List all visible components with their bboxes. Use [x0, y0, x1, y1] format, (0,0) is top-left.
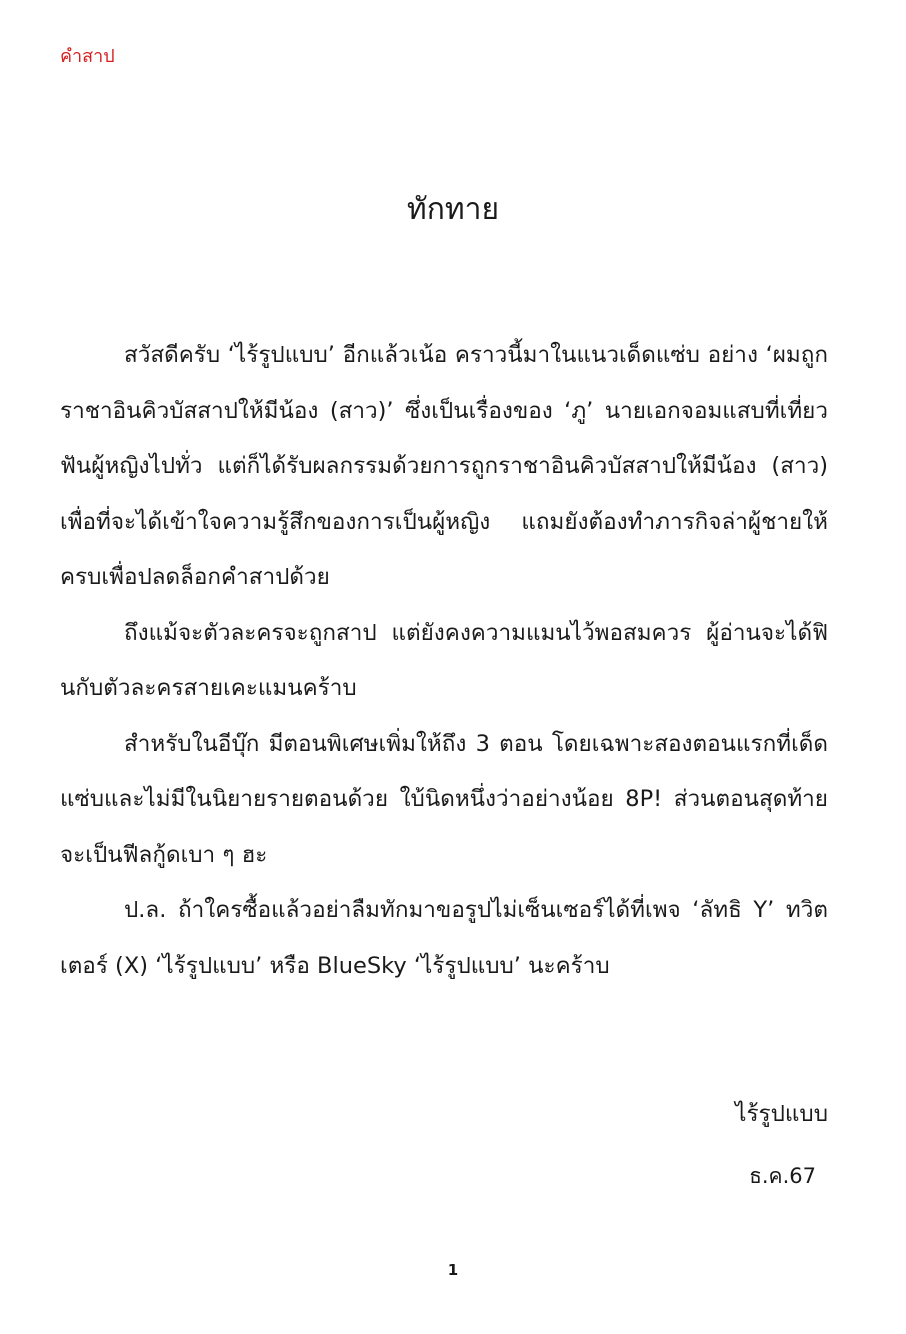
page-title: ทักทาย — [406, 192, 500, 227]
signature-date: ธ.ค.67 — [749, 1164, 816, 1188]
paragraph-ebook: สำหรับในอีบุ๊ก มีตอนพิเศษเพิ่มให้ถึง 3 ตอน โดยเฉพาะสองตอนแรกที่เด็ดแซ่บและไม่มีในนิยายรายตอนด้วย ใบ้นิดหนึ่งว่าอย่างน้อย 8P! ส่วนตอนสุดท้ายจะเป็นฟีลกู้ดเบา ๆ ฮะ — [60, 730, 828, 868]
page-number: 1 — [447, 1261, 459, 1279]
author-signature: ไร้รูปแบบ — [735, 1101, 828, 1127]
paragraph-intro: สวัสดีครับ ‘ไร้รูปแบบ’ อีกแล้วเน้อ คราวนี้มาในแนวเด็ดแซ่บ อย่าง ‘ผมถูกราชาอินคิวบัสสาปให้มีน้อง (สาว)’ ซึ่งเป็นเรื่องของ ‘ภู’ นายเอกจอมแสบที่เที่ยวฟันผู้หญิงไปทั่ว แต่ก็ได้รับผลกรรมด้วยการถูกราชาอินคิวบัสสาปให้มีน้อง (สาว) เพื่อที่จะได้เข้าใจความรู้สึกของการเป็นผู้หญิง แถมยังต้องทำภารกิจล่าผู้ชายให้ครบเพื่อปลดล็อกคำสาปด้วย — [60, 342, 828, 590]
body-text — [60, 328, 828, 994]
paragraph-postscript: ป.ล. ถ้าใครซื้อแล้วอย่าลืมทักมาขอรูปไม่เซ็นเซอร์ได้ที่เพจ ‘ลัทธิ Y’ ทวิตเตอร์ (X) ‘ไร้รูปแบบ’ หรือ BlueSky ‘ไร้รูปแบบ’ นะคร้าบ — [60, 897, 828, 979]
running-header: คำสาป — [60, 46, 115, 67]
paragraph-character: ถึงแม้จะตัวละครจะถูกสาป แต่ยังคงความแมนไว้พอสมควร ผู้อ่านจะได้ฟินกับตัวละครสายเคะแมนคร้าบ — [60, 619, 828, 701]
